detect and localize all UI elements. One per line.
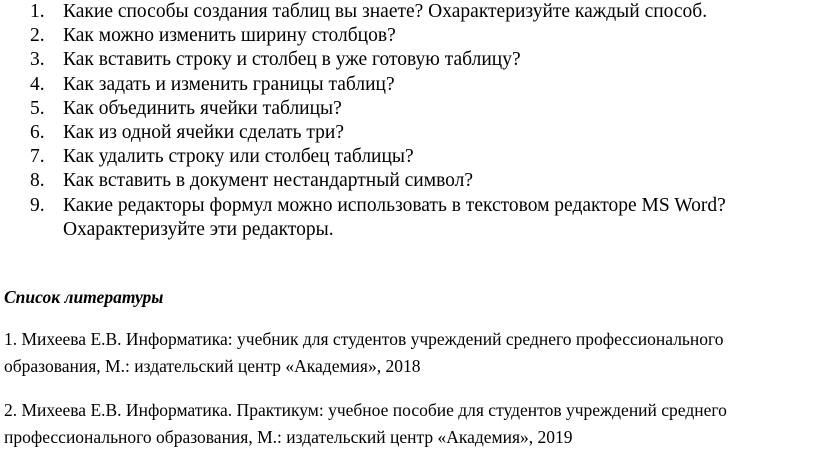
question-item <box>30 169 810 193</box>
reference-item: 2. Михеева Е.В. Информатика. Практикум: учебное пособие для студентов учреждений среднего профессионального образования, М.: издательский центр «Академия», 2019 <box>4 400 727 447</box>
question-number: 1. <box>30 1 45 22</box>
question-text: Как объединить ячейки таблицы? <box>63 97 342 119</box>
question-number: 8. <box>30 170 45 192</box>
literature-heading: Список литературы <box>4 287 164 307</box>
question-text: Как задать и изменить границы таблиц? <box>63 73 395 95</box>
question-item <box>30 97 810 121</box>
question-item <box>30 0 810 24</box>
question-item <box>30 48 810 72</box>
question-item <box>30 121 810 145</box>
question-text: Какие способы создания таблиц вы знаете? Охарактеризуйте каждый способ. <box>63 1 708 22</box>
question-text: Какие редакторы формул можно использовать в текстовом редакторе MS Word? Охарактеризуйте эти редакторы. <box>63 194 726 240</box>
question-item <box>30 194 810 242</box>
question-number: 6. <box>30 122 45 144</box>
question-number: 3. <box>30 49 45 71</box>
question-number: 5. <box>30 97 45 119</box>
question-number: 2. <box>30 25 45 47</box>
question-text: Как из одной ячейки сделать три? <box>63 122 345 144</box>
question-item <box>30 24 810 48</box>
questions-list <box>30 0 810 242</box>
question-text: Как удалить строку или столбец таблицы? <box>63 146 414 168</box>
question-text: Как можно изменить ширину столбцов? <box>63 25 396 47</box>
question-item <box>30 73 810 97</box>
reference-item: 1. Михеева Е.В. Информатика: учебник для студентов учреждений среднего профессионального образования, М.: издательский центр «Академия», 2018 <box>4 329 724 376</box>
question-number: 4. <box>30 73 45 95</box>
question-number: 9. <box>30 194 45 216</box>
question-text: Как вставить строку и столбец в уже готовую таблицу? <box>63 49 521 71</box>
question-text: Как вставить в документ нестандартный символ? <box>63 170 474 192</box>
question-number: 7. <box>30 146 45 168</box>
question-item <box>30 145 810 169</box>
